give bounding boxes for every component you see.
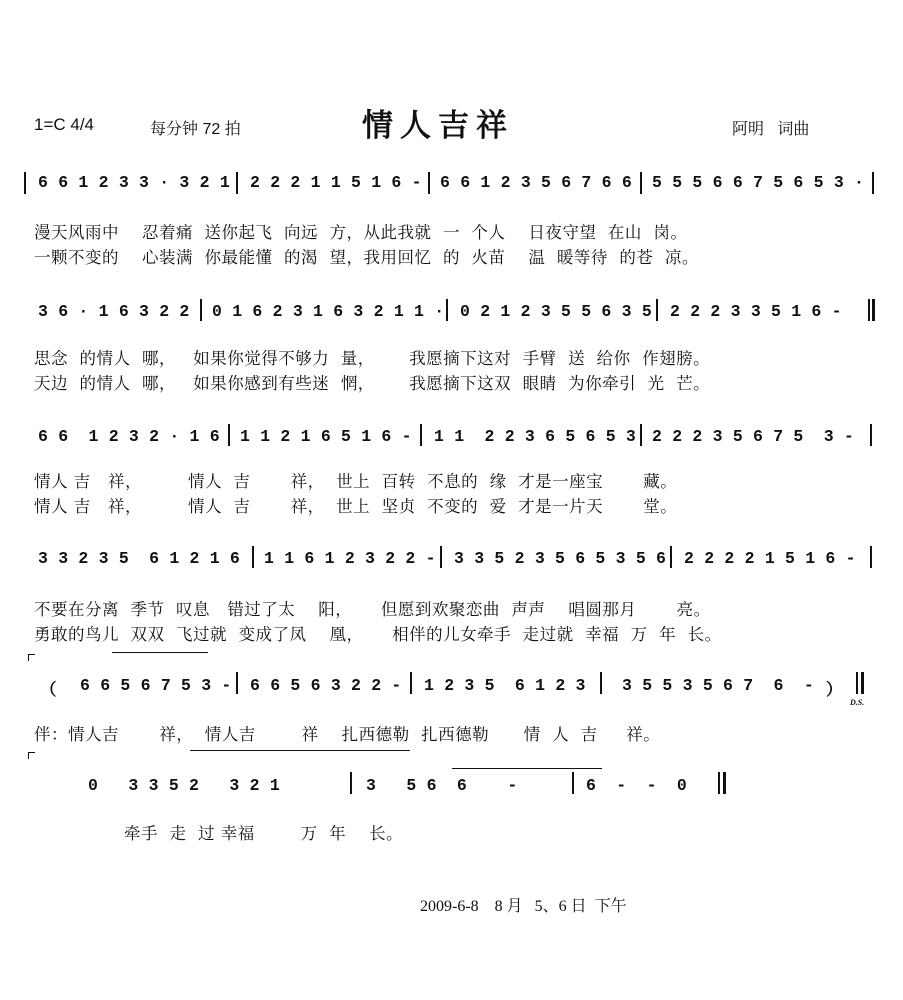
lyric-line: 伴：情人吉 祥， 情人吉 祥 扎西德勒 扎西德勒 情 人 吉 祥。 <box>34 725 661 744</box>
barline <box>236 172 238 194</box>
measure: 1 2 3 5 6 1 2 3 <box>424 676 586 695</box>
measure: 3 3 5 2 3 5 6 5 3 5 6 <box>454 549 667 568</box>
measure: 6 6 5 6 7 5 3 - <box>80 676 232 695</box>
barline <box>872 172 874 194</box>
measure: 3 5 6 6 - <box>366 776 518 795</box>
barline <box>870 424 872 446</box>
barline <box>656 299 658 321</box>
tie-line <box>112 652 208 653</box>
measure: 6 6 1 2 3 5 6 7 6 6 <box>440 173 632 192</box>
final-barline <box>872 299 875 321</box>
song-title: 情人吉祥 <box>362 108 514 144</box>
measure: 5 5 5 6 6 7 5 6 5 3 · <box>652 173 865 192</box>
lyric-line: 一颗不变的 心装满 你最能懂 的渴 望，我用回忆 的 火苗 温 暖等待 的苍 凉。 <box>34 248 699 267</box>
lyric-line: 情人 吉 祥， 情人 吉 祥， 世上 百转 不息的 缘 才是一座宝 藏。 <box>34 472 678 491</box>
barline <box>236 672 238 694</box>
repeat-barline <box>861 672 864 694</box>
composition-date: 2009-6-8 8 月 5、6 日 下午 <box>420 898 627 915</box>
barline <box>428 172 430 194</box>
barline <box>868 299 870 321</box>
measure: 6 - - 0 <box>586 776 688 795</box>
measure: 3 5 5 3 5 6 7 6 - <box>622 676 814 695</box>
lyric-line: 情人 吉 祥， 情人 吉 祥， 世上 坚贞 不变的 爱 才是一片天 堂。 <box>34 497 678 516</box>
measure: 0 2 1 2 3 5 5 6 3 5 <box>460 302 652 321</box>
lyric-line: 漫天风雨中 忍着痛 送你起飞 向远 方，从此我就 一 个人 日夜守望 在山 岗。 <box>34 223 688 242</box>
ds-marking: D.S. <box>850 698 865 707</box>
measure: 6 6 1 2 3 2 · 1 6 <box>38 427 220 446</box>
barline <box>670 546 672 568</box>
barline <box>200 299 202 321</box>
barline <box>410 672 412 694</box>
measure: 3 6 · 1 6 3 2 2 <box>38 302 190 321</box>
bracket-mark <box>28 752 35 759</box>
barline <box>420 424 422 446</box>
barline <box>24 172 26 194</box>
barline <box>350 772 352 794</box>
measure: 6 6 5 6 3 2 2 - <box>250 676 402 695</box>
lyric-line: 不要在分离 季节 叹息 错过了太 阳， 但愿到欢聚恋曲 声声 唱圆那月 亮。 <box>34 600 711 619</box>
barline <box>600 672 602 694</box>
open-paren: （ <box>40 681 57 700</box>
lyric-line: 思念 的情人 哪， 如果你觉得不够力 量， 我愿摘下这对 手臂 送 给你 作翅膀。 <box>34 349 711 368</box>
tie-line <box>452 768 602 769</box>
measure: 1 1 2 2 3 6 5 6 5 3 <box>434 427 637 446</box>
credits: 阿明 词曲 <box>732 121 810 138</box>
barline <box>870 546 872 568</box>
barline <box>446 299 448 321</box>
measure: 6 6 1 2 3 3 · 3 2 1 <box>38 173 230 192</box>
tie-line <box>190 750 410 751</box>
barline <box>640 424 642 446</box>
measure: 0 3 3 5 2 3 2 1 <box>88 776 280 795</box>
lyric-line: 牵手 走 过 幸福 万 年 长。 <box>124 824 404 843</box>
measure: 1 1 2 1 6 5 1 6 - <box>240 427 412 446</box>
close-paren: ） <box>826 681 843 700</box>
final-barline <box>723 772 726 794</box>
lyric-line: 天边 的情人 哪， 如果你感到有些迷 惘， 我愿摘下这双 眼睛 为你牵引 光 芒。 <box>34 374 711 393</box>
bracket-mark <box>28 654 35 661</box>
measure: 2 2 2 3 5 6 7 5 3 - <box>652 427 855 446</box>
barline <box>572 772 574 794</box>
tempo-marking: 每分钟 72 拍 <box>150 121 241 138</box>
barline <box>252 546 254 568</box>
lyric-line: 勇敢的鸟儿 双双 飞过就 变成了凤 凰， 相伴的儿女牵手 走过就 幸福 万 年 长。 <box>34 625 722 644</box>
measure: 2 2 2 3 3 5 1 6 - <box>670 302 842 321</box>
measure: 2 2 2 1 1 5 1 6 - <box>250 173 422 192</box>
barline <box>228 424 230 446</box>
barline <box>718 772 720 794</box>
measure: 1 1 6 1 2 3 2 2 - <box>264 549 436 568</box>
barline <box>440 546 442 568</box>
repeat-barline <box>856 672 858 694</box>
barline <box>640 172 642 194</box>
key-signature: 1=C 4/4 <box>34 115 95 134</box>
measure: 3 3 2 3 5 6 1 2 1 6 <box>38 549 241 568</box>
measure: 2 2 2 2 1 5 1 6 - <box>684 549 856 568</box>
measure: 0 1 6 2 3 1 6 3 2 1 1 · <box>212 302 445 321</box>
